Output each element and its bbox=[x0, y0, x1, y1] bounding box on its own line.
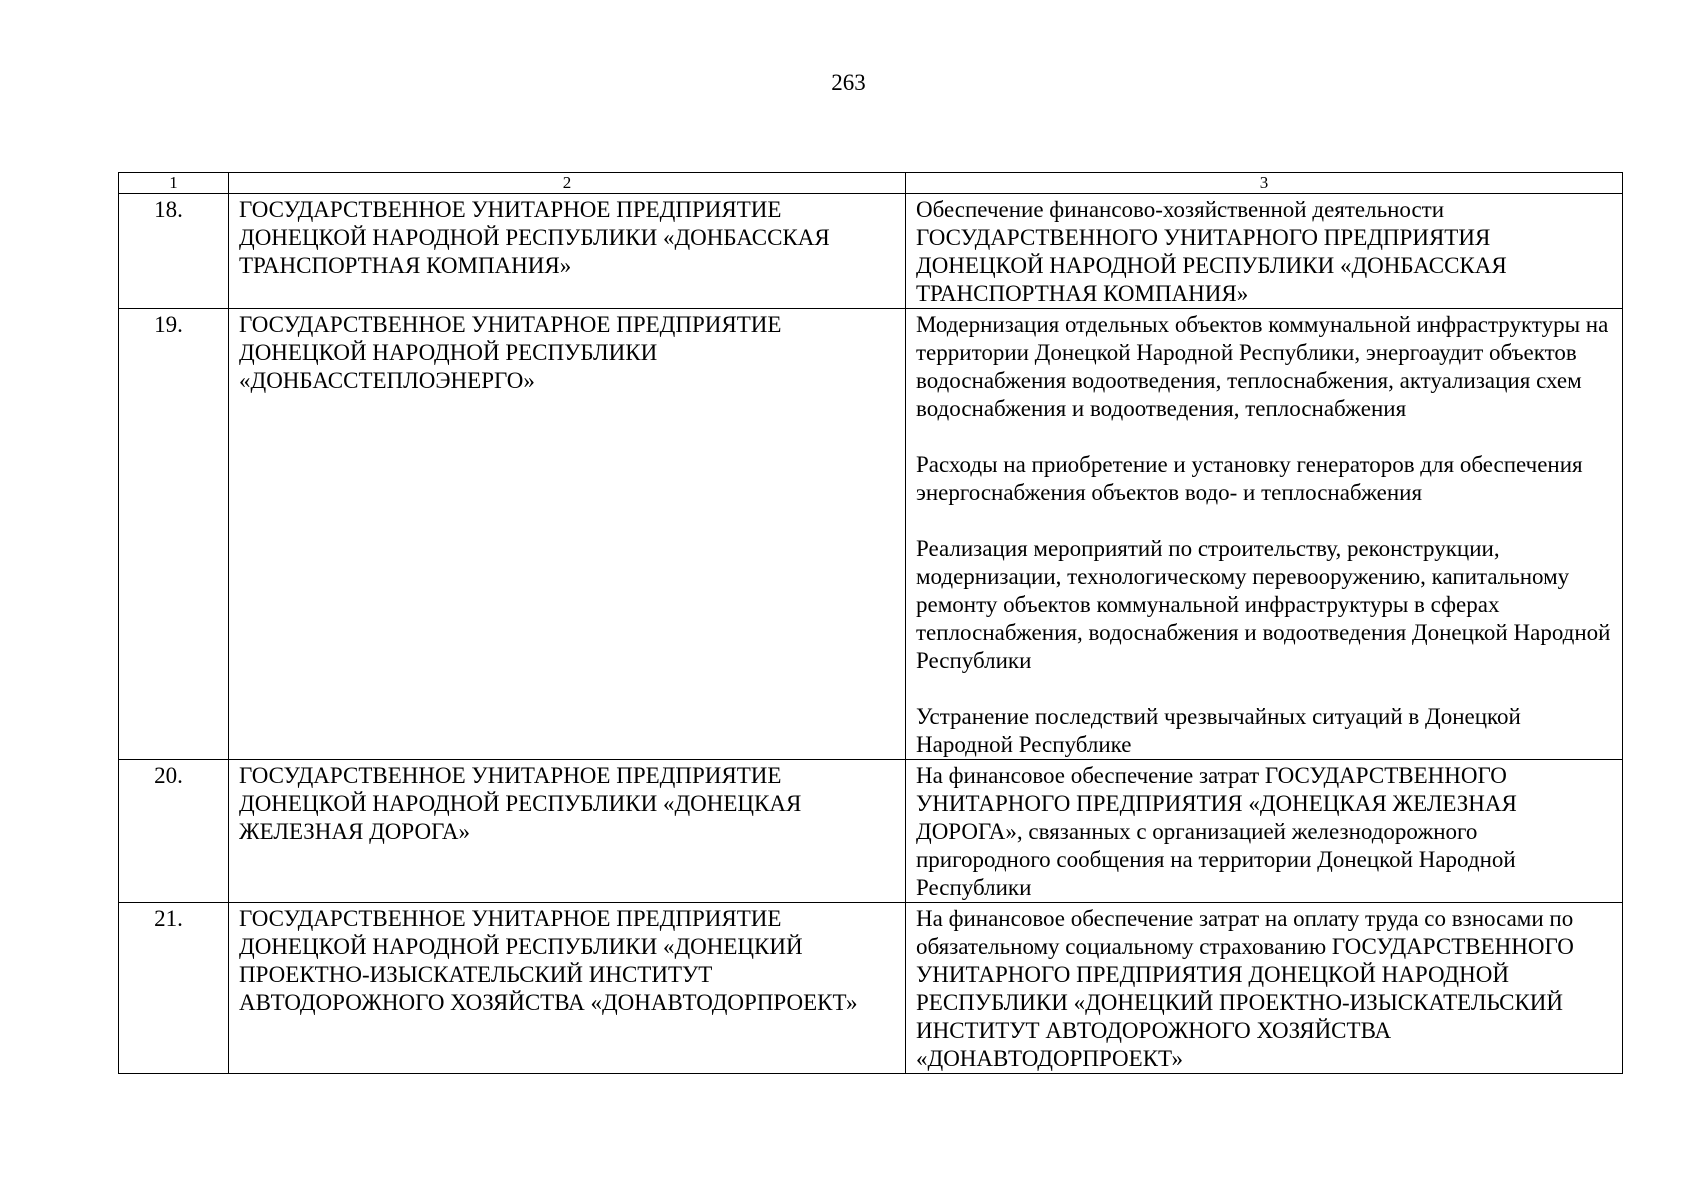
recipient-name: ГОСУДАРСТВЕННОЕ УНИТАРНОЕ ПРЕДПРИЯТИЕ ДОНЕЦКОЙ НАРОДНОЙ РЕСПУБЛИКИ «ДОНЕЦКАЯ ЖЕЛЕЗНАЯ ДОРОГА» bbox=[229, 760, 906, 903]
recipient-name: ГОСУДАРСТВЕННОЕ УНИТАРНОЕ ПРЕДПРИЯТИЕ ДОНЕЦКОЙ НАРОДНОЙ РЕСПУБЛИКИ «ДОНБАССКАЯ ТРАНСПОРТНАЯ КОМПАНИЯ» bbox=[229, 194, 906, 309]
purpose-paragraph: Расходы на приобретение и установку генераторов для обеспечения энергоснабжения объектов водо- и теплоснабжения bbox=[916, 452, 1583, 505]
table-row bbox=[119, 903, 1623, 1074]
purpose-paragraph: На финансовое обеспечение затрат ГОСУДАРСТВЕННОГО УНИТАРНОГО ПРЕДПРИЯТИЯ «ДОНЕЦКАЯ ЖЕЛЕЗНАЯ ДОРОГА», связанных с организацией железнодорожного пригородного сообщения на территории Донецкой Народной Республики bbox=[916, 763, 1517, 900]
column-header-recipient: 2 bbox=[229, 173, 906, 194]
row-number: 18. bbox=[119, 194, 229, 309]
purpose-cell bbox=[906, 760, 1623, 903]
table-header-row bbox=[119, 173, 1623, 194]
purpose-paragraph: Устранение последствий чрезвычайных ситуаций в Донецкой Народной Республике bbox=[916, 704, 1521, 757]
purpose-paragraph: На финансовое обеспечение затрат на оплату труда со взносами по обязательному социальному страхованию ГОСУДАРСТВЕННОГО УНИТАРНОГО ПРЕДПРИЯТИЯ ДОНЕЦКОЙ НАРОДНОЙ РЕСПУБЛИКИ «ДОНЕЦКИЙ ПРОЕКТНО-ИЗЫСКАТЕЛЬСКИЙ ИНСТИТУТ АВТОДОРОЖНОГО ХОЗЯЙСТВА «ДОНАВТОДОРПРОЕКТ» bbox=[916, 906, 1574, 1071]
purpose-paragraph: Модернизация отдельных объектов коммунальной инфраструктуры на территории Донецкой Народной Республики, энергоаудит объектов водоснабжения водоотведения, теплоснабжения, актуализация схем водоснабжения и водоотведения, теплоснабжения bbox=[916, 312, 1609, 421]
recipient-name: ГОСУДАРСТВЕННОЕ УНИТАРНОЕ ПРЕДПРИЯТИЕ ДОНЕЦКОЙ НАРОДНОЙ РЕСПУБЛИКИ «ДОНБАССТЕПЛОЭНЕРГО» bbox=[229, 309, 906, 760]
purpose-paragraph: Обеспечение финансово-хозяйственной деятельности ГОСУДАРСТВЕННОГО УНИТАРНОГО ПРЕДПРИЯТИЯ ДОНЕЦКОЙ НАРОДНОЙ РЕСПУБЛИКИ «ДОНБАССКАЯ ТРАНСПОРТНАЯ КОМПАНИЯ» bbox=[916, 197, 1507, 306]
purpose-paragraph: Реализация мероприятий по строительству, реконструкции, модернизации, технологическому перевооружению, капитальному ремонту объектов коммунальной инфраструктуры в сферах теплоснабжения, водоснабжения и водоотведения Донецкой Народной Республики bbox=[916, 536, 1611, 673]
subsidy-table bbox=[118, 172, 1623, 1074]
table-row bbox=[119, 760, 1623, 903]
table-row bbox=[119, 194, 1623, 309]
page-number: 263 bbox=[831, 70, 866, 95]
purpose-cell bbox=[906, 194, 1623, 309]
table-row bbox=[119, 309, 1623, 760]
column-header-purpose: 3 bbox=[906, 173, 1623, 194]
purpose-cell bbox=[906, 309, 1623, 760]
row-number: 20. bbox=[119, 760, 229, 903]
row-number: 21. bbox=[119, 903, 229, 1074]
column-header-number: 1 bbox=[119, 173, 229, 194]
row-number: 19. bbox=[119, 309, 229, 760]
purpose-cell bbox=[906, 903, 1623, 1074]
recipient-name: ГОСУДАРСТВЕННОЕ УНИТАРНОЕ ПРЕДПРИЯТИЕ ДОНЕЦКОЙ НАРОДНОЙ РЕСПУБЛИКИ «ДОНЕЦКИЙ ПРОЕКТНО-ИЗЫСКАТЕЛЬСКИЙ ИНСТИТУТ АВТОДОРОЖНОГО ХОЗЯЙСТВА «ДОНАВТОДОРПРОЕКТ» bbox=[229, 903, 906, 1074]
